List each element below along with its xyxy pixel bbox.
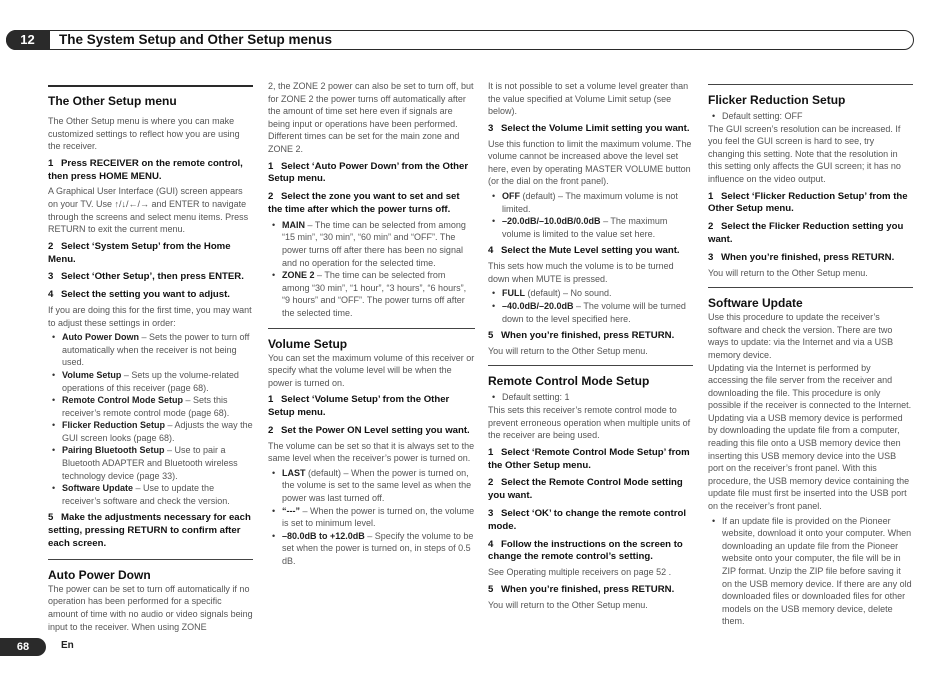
step-2-text: Select ‘System Setup’ from the Home Menu. [48,240,231,265]
sw-paragraph-2: Updating via the Internet is performed by accessing the file server from the receiver and downloading the file. This procedure is only possible if the receiver is connected to the Internet. [708,362,912,411]
intro-text: The Other Setup menu is where you can make customized settings to reflect how you are using the receiver. [48,116,240,152]
list-item [282,269,475,319]
settings-list [48,331,253,507]
column-3 [488,80,693,611]
apd-step-1: 1 Select ‘Auto Power Down’ from the Other Setup menu. [268,160,469,185]
step-4-text: Select the setting you want to adjust. [61,289,230,301]
item-name: Flicker Reduction Setup [62,420,166,431]
list-item [62,482,253,507]
item-text: – Sets up the volume-related operations of this receiver (page 68). [62,369,239,393]
language-code: En [61,640,74,651]
item-name: Software Update [62,483,134,494]
vol-step-3-body: Use this function to limit the maximum volume. The volume cannot be increased above the level set here, even by operating MASTER VOLUME button (or the dial on the front panel). [488,138,692,187]
auto-power-down-body: The power can be set to turn off automatically if no operation has been performed for a specific amount of time with no audio or video signals being input to the receiver. When using ZONE [48,583,253,632]
step-5: 5 Make the adjustments necessary for each setting, pressing RETURN to confirm after each screen. [48,512,251,550]
item-name: “---” [282,505,300,516]
item-name: ZONE 2 [282,270,315,281]
volume-limit-note: It is not possible to set a volume level greater than the value specified at Volume Limit setup (see below). [488,81,689,117]
rc-step-1-text: Select ‘Remote Control Mode Setup’ from the Other Setup menu. [488,446,690,471]
column-4 [708,80,913,628]
heading-remote-control-mode: Remote Control Mode Setup [488,365,693,389]
rc-step-5-text: When you’re finished, press RETURN. [501,583,675,595]
apd-zones-note: Different times can be set for the main zone and ZONE 2. [268,131,460,154]
rc-step-4-text: Follow the instructions on the screen to change the remote control’s setting. [488,538,683,563]
page-number: 68 [0,638,46,656]
item-name: FULL [502,288,525,299]
fr-default-list [708,110,913,123]
fr-step-3-body: You will return to the Other Setup menu. [708,267,868,278]
volume-setup-body: You can set the maximum volume of this receiver or specify what the volume level will be when the power is turned on. [268,352,475,388]
page-header [6,30,914,50]
vol-step-5: 5 When you’re finished, press RETURN. [488,330,675,342]
list-item [282,219,475,269]
column-1 [48,85,253,633]
rc-step-4-body: See Operating multiple receivers on page 52 . [488,567,672,578]
heading-other-setup: The Other Setup menu [48,85,253,109]
vol-step-2: 2 Set the Power ON Level setting you want. [268,424,470,436]
item-text: – Use to update the receiver’s software and check the version. [62,483,230,506]
item-text: – Sets the power to turn off automatically when the receiver is not being used. [62,332,250,368]
list-item [62,444,253,482]
apd-step-2-text: Select the zone you want to set and set the time after which the power turns off. [268,191,460,215]
vol-step-2-text: Set the Power ON Level setting you want. [281,424,470,436]
list-item [62,331,253,369]
list-item: • If an update file is provided on the Pioneer website, download it onto your computer. When downloading an update file from the Pioneer website onto your computer, the file will be in ZIP format. Unzip the ZIP file before saving it on the USB memory device. If there are any old downloaded files or downloaded files for other models on the USB memory device, delete them. [722,515,913,628]
item-name: LAST [282,467,306,478]
fr-step-2: 2 Select the Flicker Reduction setting you want. [708,221,904,245]
sw-paragraph-1: Use this procedure to update the receiver’s software and check the version. There are two ways to update: via the Internet and via a USB memory device. [708,312,894,360]
list-item [282,530,475,568]
item-name: –80.0dB to +12.0dB [282,530,365,541]
item-name: Volume Setup [62,369,122,380]
fr-step-3: 3 When you’re finished, press RETURN. [708,251,895,263]
list-item [502,215,693,240]
step-5-text: Make the adjustments necessary for each setting, pressing RETURN to confirm after each screen. [48,512,251,550]
fr-step-1-text: Select ‘Flicker Reduction Setup’ from the Other Setup menu. [708,190,908,215]
rc-step-1: 1 Select ‘Remote Control Mode Setup’ from the Other Setup menu. [488,446,690,471]
apd-step-2: 2 Select the zone you want to set and set the time after which the power turns off. [268,191,460,215]
item-text: – Specify the volume to be set when the power is turned on, in steps of 0.5 dB. [282,530,474,567]
item-text: – The time can be selected from among “15 min”, “30 min”, “60 min” and “OFF”. The power turns off after there has been no signal and no operation for the selected time. [282,219,466,268]
item-text: – Sets this receiver’s remote control mode (page 68). [62,395,230,418]
rc-body: This sets this receiver’s remote control mode to prevent erroneous operation when multiple units of the receiver are being used. [488,405,691,441]
step-4: 4 Select the setting you want to adjust. [48,289,230,301]
item-name: –40.0dB/–20.0dB [502,300,574,311]
list-item [62,419,253,444]
list-item [502,300,693,325]
heading-flicker-reduction: Flicker Reduction Setup [708,84,913,108]
item-text: (default) – The maximum volume is not limited. [502,190,678,214]
fr-body: The GUI screen’s resolution can be increased. If you feel the GUI screen is hard to see, try changing this setting. Note that the resolution in this setting only affects the GUI screen; it has no influence on the video output. [708,123,901,184]
vol-step-1: 1 Select ‘Volume Setup’ from the Other Setup menu. [268,394,450,419]
apd-step-1-text: Select ‘Auto Power Down’ from the Other Setup menu. [268,160,469,185]
step-2: 2 Select ‘System Setup’ from the Home Menu. [48,240,231,265]
step-1-text: Press RECEIVER on the remote control, then press HOME MENU. [48,157,243,182]
rc-step-5: 5 When you’re finished, press RETURN. [488,583,675,595]
list-item [62,394,253,419]
rc-step-3: 3 Select ‘OK’ to change the remote control mode. [488,508,686,532]
rc-default-list [488,391,693,404]
mute-level-list [488,287,693,325]
column-2 [268,80,475,568]
step-4-body: If you are doing this for the first time, you may want to adjust these settings in order: [48,304,252,328]
step-1-body: A Graphical User Interface (GUI) screen appears on your TV. Use ↑/↓/←/→ and ENTER to navigate through the screens and select menu items. Press RETURN to exit the current menu. [48,186,249,235]
item-name: OFF [502,190,520,201]
rc-step-2: 2 Select the Remote Control Mode setting you want. [488,477,683,502]
rc-step-5-body: You will return to the Other Setup menu. [488,599,648,610]
vol-step-1-text: Select ‘Volume Setup’ from the Other Setup menu. [268,394,450,419]
vol-step-5-body: You will return to the Other Setup menu. [488,345,648,356]
item-text: – Use to pair a Bluetooth ADAPTER and Bluetooth wireless technology device (page 33). [62,445,238,481]
vol-step-4-text: Select the Mute Level setting you want. [501,245,680,257]
step-1: 1 Press RECEIVER on the remote control, then press HOME MENU. [48,157,243,182]
fr-step-3-text: When you’re finished, press RETURN. [721,251,895,263]
item-name: Auto Power Down [62,332,139,343]
item-name: –20.0dB/–10.0dB/0.0dB [502,216,601,227]
list-item [502,190,693,215]
zone-list [268,219,475,320]
item-text: – The maximum volume is limited to the value set here. [502,216,668,239]
item-text: – The volume will be turned down to the level specified here. [502,300,686,324]
item-text: – The time can be selected from among “30 min”, “1 hour”, “3 hours”, “6 hours”, “9 hours” and “OFF”. The power turns off after the selected time. [282,270,467,318]
list-item [62,369,253,394]
rc-step-2-text: Select the Remote Control Mode setting you want. [488,477,683,502]
rc-step-3-text: Select ‘OK’ to change the remote control mode. [488,508,686,532]
page-title: The System Setup and Other Setup menus [59,32,333,47]
default-setting: • Default setting: OFF [722,110,913,123]
item-text: (default) – No sound. [525,288,612,299]
fr-step-2-text: Select the Flicker Reduction setting you want. [708,221,904,245]
item-name: Remote Control Mode Setup [62,395,183,406]
apd-continued: 2, the ZONE 2 power can also be set to turn off, but for ZONE 2 the power turns off automatically after the amount of time set here even if signals are being input or operations have been performed. [268,81,474,129]
vol-step-2-body: The volume can be set so that it is always set to the same level when the receiver’s power is turned on. [268,440,475,464]
vol-step-3-text: Select the Volume Limit setting you want. [501,122,690,134]
list-item [282,505,475,530]
vol-step-4-body: This sets how much the volume is to be turned down when MUTE is pressed. [488,261,674,284]
rc-step-4: 4 Follow the instructions on the screen to change the remote control’s setting. [488,538,683,563]
item-text: – When the power is turned on, the volume is set to minimum level. [282,505,475,529]
vol-step-3: 3 Select the Volume Limit setting you want. [488,122,690,134]
list-item [502,287,693,300]
item-text: (default) – When the power is turned on, the volume is set to the same level as when the power was last turned off. [282,467,472,504]
sw-paragraph-3: Updating via a USB memory device is performed by downloading the update file from a computer, reading this file onto a USB memory device then inserting this USB memory device into the USB port on the receiver’s front panel. With this procedure, the USB memory device containing the update file must first be inserted into the USB port on the receiver’s front panel. [708,412,910,512]
chapter-number: 12 [6,30,50,50]
heading-volume-setup: Volume Setup [268,328,475,352]
volume-limit-list [488,190,693,240]
list-item [282,467,475,505]
heading-software-update: Software Update [708,287,913,311]
fr-step-1: 1 Select ‘Flicker Reduction Setup’ from the Other Setup menu. [708,190,908,215]
vol-step-4: 4 Select the Mute Level setting you want. [488,245,680,257]
vol-step-5-text: When you’re finished, press RETURN. [501,330,675,342]
step-3-text: Select ‘Other Setup’, then press ENTER. [61,271,244,283]
step-3: 3 Select ‘Other Setup’, then press ENTER. [48,271,244,283]
item-name: MAIN [282,219,305,230]
item-text: – Adjusts the way the GUI screen looks (page 68). [62,420,253,443]
heading-auto-power-down: Auto Power Down [48,559,253,583]
sw-bullet-list [708,515,913,628]
power-on-level-list [268,467,475,568]
item-name: Pairing Bluetooth Setup [62,445,165,456]
default-setting: • Default setting: 1 [502,391,693,404]
